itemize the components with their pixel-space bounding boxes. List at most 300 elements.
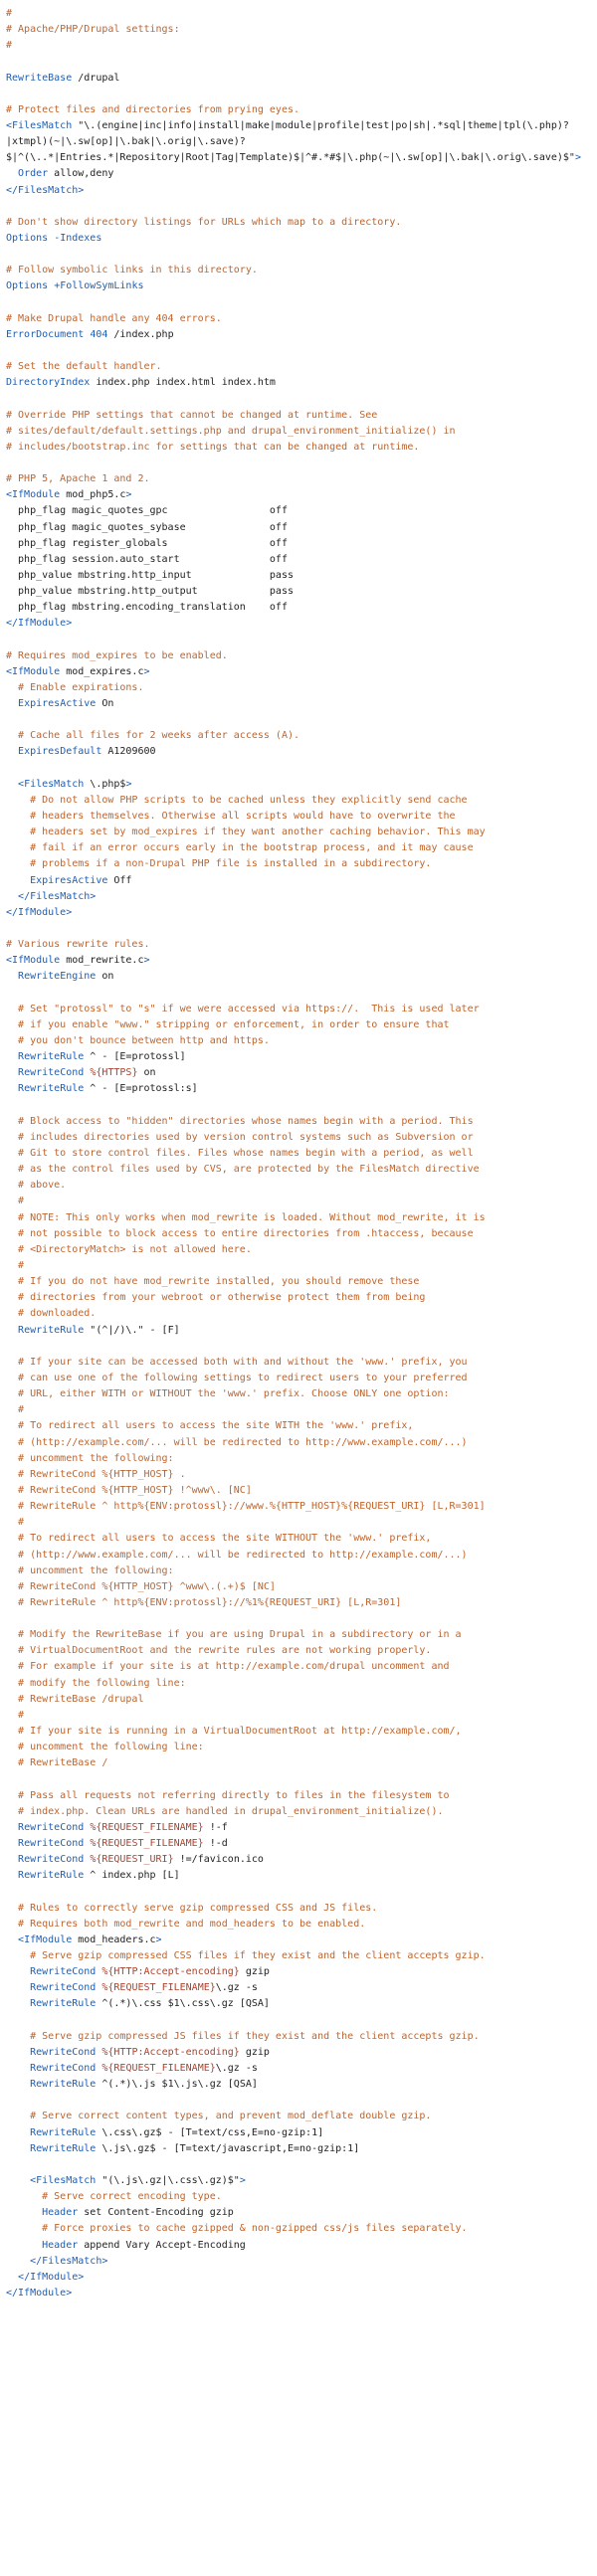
code-token: # directories from your webroot or otherwise protect them from being	[6, 1292, 426, 1304]
code-token: # if you enable "www." stripping or enforcement, in order to ensure that	[6, 1018, 450, 1030]
code-line	[6, 2238, 591, 2254]
code-token: RewriteRule	[30, 1998, 97, 2010]
code-line	[6, 215, 591, 231]
code-token: # Requires both mod_rewrite and mod_headers to be enabled.	[6, 1918, 366, 1930]
code-line	[6, 2077, 591, 2093]
code-token: RewriteRule	[30, 2079, 97, 2091]
code-line	[6, 503, 591, 519]
code-line	[6, 1771, 591, 1787]
code-line	[6, 295, 591, 311]
code-line	[6, 150, 591, 166]
code-line	[6, 921, 591, 937]
code-line	[6, 1002, 591, 1017]
code-line	[6, 1996, 591, 2012]
code-token: >	[574, 152, 581, 164]
code-token: RewriteBase	[6, 72, 73, 84]
code-token: # Pass all requests not referring directly to files in the filesystem to	[6, 1789, 450, 1801]
code-line	[6, 1788, 591, 1804]
code-line	[6, 1290, 591, 1306]
code-token: </IfModule>	[6, 618, 73, 630]
code-token: On	[96, 698, 114, 710]
code-token: # sites/default/default.settings.php and drupal_environment_initialize() in	[6, 425, 456, 437]
code-line	[6, 1852, 591, 1868]
code-token: #	[6, 1517, 25, 1529]
code-line	[6, 1162, 591, 1178]
code-line	[6, 1740, 591, 1755]
code-token: # If you do not have mod_rewrite installed, you should remove these	[6, 1276, 420, 1288]
code-token: RewriteCond	[30, 2063, 97, 2074]
code-token: # PHP 5, Apache 1 and 2.	[6, 473, 150, 485]
code-line	[6, 1114, 591, 1130]
code-token	[6, 1934, 18, 1945]
code-line	[6, 1435, 591, 1451]
code-line	[6, 712, 591, 728]
code-token: # Set the default handler.	[6, 361, 162, 373]
code-token: 404	[90, 328, 108, 340]
code-token: # includes directories used by version control systems such as Subversion or	[6, 1131, 474, 1143]
code-token: # If your site can be accessed both with and without the 'www.' prefix, you	[6, 1356, 468, 1368]
code-line	[6, 568, 591, 584]
code-token: mod_php5.c	[60, 489, 126, 501]
code-line	[6, 2205, 591, 2221]
code-token: %{REQUEST_FILENAME}	[101, 1982, 216, 1994]
code-line	[6, 1948, 591, 1964]
code-token: # Block access to "hidden" directories whose names begin with a period. This	[6, 1115, 474, 1127]
code-line	[6, 231, 591, 247]
code-line	[6, 1627, 591, 1643]
code-token	[6, 2127, 30, 2138]
code-line	[6, 600, 591, 616]
code-line	[6, 1932, 591, 1948]
code-token: \.php$	[84, 778, 126, 790]
code-line	[6, 134, 591, 150]
code-line	[6, 1467, 591, 1483]
code-token: php_flag magic_quotes_sybase off	[6, 521, 288, 533]
code-line	[6, 1451, 591, 1467]
code-token: # RewriteRule ^ http%{ENV:protossl}://%1%{REQUEST_URI} [L,R=301]	[6, 1596, 402, 1608]
code-token: set Content-Encoding gzip	[78, 2207, 234, 2219]
code-token: # downloaded.	[6, 1308, 97, 1320]
code-line	[6, 1210, 591, 1226]
code-line	[6, 359, 591, 375]
code-token: # Protect files and directories from prying eyes.	[6, 103, 300, 115]
code-token	[6, 779, 18, 790]
code-token: # RewriteCond %{HTTP_HOST} .	[6, 1468, 186, 1480]
code-token: mod_expires.c	[60, 665, 144, 677]
code-line	[6, 1836, 591, 1852]
code-line	[6, 391, 591, 407]
code-line	[6, 1130, 591, 1146]
code-token: Options	[6, 280, 49, 292]
code-token: # URL, either WITH or WITHOUT the 'www.' prefix. Choose ONLY one option:	[6, 1388, 450, 1400]
code-token: # Serve correct content types, and prevent mod_deflate double gzip.	[6, 2111, 432, 2122]
code-token: ErrorDocument	[6, 328, 85, 340]
code-line	[6, 2221, 591, 2237]
code-line	[6, 1178, 591, 1194]
code-line	[6, 2013, 591, 2029]
code-token: >	[143, 665, 150, 677]
code-line	[6, 1643, 591, 1659]
code-line	[6, 1483, 591, 1499]
code-token	[6, 1325, 18, 1336]
code-line	[6, 1499, 591, 1515]
code-line	[6, 278, 591, 294]
code-token: # Serve correct encoding type.	[6, 2191, 222, 2203]
code-token: # Set "protossl" to "s" if we were accessed via https://. This is used later	[6, 1003, 480, 1014]
code-line	[6, 183, 591, 199]
code-token: # includes/bootstrap.inc for settings that can be changed at runtime.	[6, 441, 420, 453]
code-line	[6, 1611, 591, 1627]
code-token: %{REQUEST_FILENAME}	[101, 2063, 216, 2074]
code-token: php_value mbstring.http_output pass	[6, 586, 294, 598]
code-token	[6, 746, 18, 757]
code-token: php_flag session.auto_start off	[6, 553, 288, 565]
code-line	[6, 809, 591, 825]
code-line	[6, 632, 591, 647]
code-line	[6, 680, 591, 696]
code-token: \.js\.gz$ - [T=text/javascript,E=no-gzip:1]	[96, 2142, 360, 2154]
code-line	[6, 1804, 591, 1820]
code-line	[6, 536, 591, 552]
code-token: # uncomment the following:	[6, 1452, 174, 1464]
code-line	[6, 584, 591, 600]
code-token: php_flag mbstring.encoding_translation off	[6, 602, 288, 614]
code-line	[6, 1964, 591, 1980]
code-line	[6, 1274, 591, 1290]
code-line	[6, 456, 591, 471]
code-token: RewriteCond	[30, 1966, 97, 1978]
code-line	[6, 552, 591, 568]
code-line	[6, 905, 591, 921]
code-token: </IfModule>	[6, 2287, 73, 2299]
code-token	[6, 2047, 30, 2058]
code-line	[6, 263, 591, 278]
code-token: </IfModule>	[6, 906, 73, 918]
code-line	[6, 199, 591, 215]
code-token: </FilesMatch>	[18, 890, 97, 902]
code-line	[6, 1049, 591, 1065]
code-token	[6, 1998, 30, 2009]
code-line	[6, 1917, 591, 1932]
code-line	[6, 1402, 591, 1418]
code-line	[6, 1755, 591, 1771]
code-line	[6, 1692, 591, 1708]
code-line	[6, 87, 591, 102]
code-line	[6, 2286, 591, 2301]
code-token: <IfModule	[6, 489, 61, 501]
code-token: -Indexes	[54, 232, 102, 244]
code-token: "(^|/)\." - [F]	[84, 1324, 180, 1336]
code-token: RewriteCond	[30, 2046, 97, 2058]
code-line	[6, 102, 591, 118]
code-token: # modify the following line:	[6, 1677, 186, 1689]
code-token: "\.(engine|inc|info|install|make|module|profile|test|po|sh|.*sql|theme|tpl(\.php)?	[72, 119, 569, 131]
code-token: ExpiresActive	[30, 874, 108, 886]
code-line	[6, 38, 591, 54]
code-token: RewriteRule	[30, 2126, 97, 2138]
code-line	[6, 744, 591, 760]
code-token: "(\.js\.gz|\.css\.gz)$"	[96, 2174, 240, 2186]
code-token: # as the control files used by CVS, are protected by the FilesMatch directive	[6, 1164, 480, 1176]
code-line	[6, 1659, 591, 1675]
code-token: # To redirect all users to access the site WITHOUT the 'www.' prefix,	[6, 1533, 432, 1545]
code-token: <IfModule	[6, 665, 61, 677]
code-token: on	[96, 971, 114, 983]
code-line	[6, 2157, 591, 2173]
code-line	[6, 777, 591, 793]
code-line	[6, 889, 591, 905]
code-line	[6, 2254, 591, 2270]
code-line	[6, 2173, 591, 2189]
code-token: ^(.*)\.css $1\.css\.gz [QSA]	[96, 1998, 270, 2010]
code-line	[6, 1579, 591, 1595]
code-line	[6, 1033, 591, 1049]
code-token: # RewriteCond %{HTTP_HOST} ^www\.(.+)$ [NC]	[6, 1580, 276, 1592]
code-token: $|^(\..*|Entries.*|Repository|Root|Tag|Template)$|^#.*#$|\.php(~|\.sw[op]|\.bak|\.orig\.save)$"	[6, 152, 575, 164]
code-token: # Force proxies to cache gzipped & non-gzipped css/js files separately.	[6, 2223, 468, 2235]
code-token: <FilesMatch	[30, 2174, 97, 2186]
code-token: #	[6, 1196, 25, 1207]
code-token: index.php index.html index.htm	[90, 377, 276, 389]
code-line	[6, 616, 591, 632]
code-token: >	[239, 2174, 246, 2186]
code-token: # index.php. Clean URLs are handled in drupal_environment_initialize().	[6, 1805, 444, 1817]
code-line	[6, 696, 591, 712]
code-token: # To redirect all users to access the site WITH the 'www.' prefix,	[6, 1420, 414, 1432]
code-line	[6, 1081, 591, 1097]
code-token: </FilesMatch>	[6, 184, 85, 196]
code-token	[6, 1982, 30, 1993]
code-line	[6, 2270, 591, 2286]
code-line	[6, 2189, 591, 2205]
code-line	[6, 1339, 591, 1355]
code-token: ExpiresActive	[18, 698, 97, 710]
code-token: #	[6, 1259, 25, 1271]
code-token: # RewriteCond %{HTTP_HOST} !^www\. [NC]	[6, 1484, 252, 1496]
code-token: >	[143, 955, 150, 967]
code-token: RewriteCond	[18, 1854, 85, 1866]
code-token: >	[125, 489, 132, 501]
code-token	[6, 2079, 30, 2090]
code-token	[6, 1822, 18, 1833]
code-line	[6, 1355, 591, 1371]
code-token: </IfModule>	[18, 2271, 85, 2283]
code-line	[6, 840, 591, 856]
code-line	[6, 969, 591, 985]
code-line	[6, 761, 591, 777]
code-token	[6, 1067, 18, 1078]
code-token: ^ - [E=protossl]	[84, 1051, 186, 1063]
code-token: <FilesMatch	[6, 119, 73, 131]
code-token: gzip	[239, 2046, 270, 2058]
code-token: # Enable expirations.	[6, 681, 144, 693]
code-line	[6, 937, 591, 953]
code-token: # Follow symbolic links in this directory.	[6, 265, 258, 276]
code-token: # Serve gzip compressed CSS files if they exist and the client accepts gzip.	[6, 1950, 486, 1962]
code-token	[6, 2175, 30, 2186]
code-line	[6, 825, 591, 840]
code-line	[6, 1146, 591, 1162]
code-token: # (http://example.com/... will be redirected to http://www.example.com/...)	[6, 1436, 468, 1448]
code-token: # Rules to correctly serve gzip compressed CSS and JS files.	[6, 1902, 378, 1914]
code-line	[6, 1820, 591, 1836]
code-line	[6, 247, 591, 263]
code-line	[6, 1065, 591, 1081]
code-token: # RewriteBase /	[6, 1757, 108, 1769]
code-token: # <DirectoryMatch> is not allowed here.	[6, 1243, 252, 1255]
code-line	[6, 1323, 591, 1339]
code-token: mod_headers.c	[72, 1933, 156, 1945]
code-token: # problems if a non-Drupal PHP file is installed in a subdirectory.	[6, 858, 432, 870]
code-token	[6, 1870, 18, 1881]
code-token: # Override PHP settings that cannot be changed at runtime. See	[6, 409, 378, 421]
code-line	[6, 6, 591, 22]
code-line	[6, 343, 591, 359]
code-line	[6, 1194, 591, 1209]
code-token: # you don't bounce between http and https.	[6, 1035, 270, 1046]
code-token: # (http://www.example.com/... will be redirected to http://example.com/...)	[6, 1549, 468, 1561]
code-token: RewriteRule	[30, 2142, 97, 2154]
code-line	[6, 1868, 591, 1884]
code-token: php_value mbstring.http_input pass	[6, 569, 294, 581]
code-line	[6, 1676, 591, 1692]
code-line	[6, 71, 591, 87]
code-line	[6, 22, 591, 38]
code-token: ^(.*)\.js $1\.js\.gz [QSA]	[96, 2079, 258, 2091]
code-line	[6, 2061, 591, 2077]
code-token: # Apache/PHP/Drupal settings:	[6, 24, 180, 36]
code-token	[6, 971, 18, 982]
code-token	[6, 1966, 30, 1977]
code-line	[6, 54, 591, 70]
code-line	[6, 1258, 591, 1274]
code-line	[6, 408, 591, 424]
code-line	[6, 856, 591, 872]
code-line	[6, 440, 591, 456]
code-line	[6, 1595, 591, 1611]
code-line	[6, 1098, 591, 1114]
code-token: append Vary Accept-Encoding	[78, 2239, 246, 2251]
code-line	[6, 1980, 591, 1996]
code-line	[6, 2045, 591, 2061]
code-line	[6, 873, 591, 889]
code-token	[6, 1051, 18, 1062]
code-token: A1209600	[101, 746, 156, 758]
code-token: Options	[6, 232, 49, 244]
code-token: # not possible to block access to entire directories from .htaccess, because	[6, 1227, 474, 1239]
code-token: # NOTE: This only works when mod_rewrite is loaded. Without mod_rewrite, it is	[6, 1211, 486, 1223]
code-token: ^ - [E=protossl:s]	[84, 1083, 198, 1095]
code-token: %{REQUEST_FILENAME}	[90, 1821, 204, 1833]
code-line	[6, 1548, 591, 1564]
code-token	[6, 1854, 18, 1865]
code-token: # Modify the RewriteBase if you are using Drupal in a subdirectory or in a	[6, 1629, 462, 1641]
code-token: !-f	[203, 1821, 228, 1833]
code-line	[6, 1017, 591, 1033]
code-token: # Don't show directory listings for URLs which map to a directory.	[6, 216, 402, 228]
code-line	[6, 1515, 591, 1531]
code-token: /drupal	[72, 72, 120, 84]
code-token: RewriteRule	[18, 1870, 85, 1882]
code-line	[6, 953, 591, 969]
code-line	[6, 1708, 591, 1724]
code-token: !-d	[203, 1838, 228, 1850]
code-token: # If your site is running in a VirtualDocumentRoot at http://example.com/,	[6, 1726, 462, 1738]
code-line	[6, 728, 591, 744]
code-token: !=/favicon.ico	[173, 1854, 264, 1866]
code-line	[6, 2029, 591, 2045]
code-token: Header	[42, 2239, 79, 2251]
code-token: # above.	[6, 1180, 67, 1192]
code-token: RewriteCond	[18, 1067, 85, 1079]
code-token: # Requires mod_expires to be enabled.	[6, 649, 228, 661]
code-token	[6, 875, 30, 886]
code-token: php_flag magic_quotes_gpc off	[6, 505, 288, 517]
code-line	[6, 1418, 591, 1434]
code-token	[6, 1838, 18, 1849]
code-line	[6, 986, 591, 1002]
code-line	[6, 2093, 591, 2109]
code-token: # Various rewrite rules.	[6, 939, 150, 951]
code-line	[6, 793, 591, 809]
code-token: %{HTTP:Accept-encoding}	[101, 1966, 240, 1978]
code-token: allow,deny	[48, 168, 114, 180]
code-token: on	[137, 1067, 156, 1079]
code-token: # headers set by mod_expires if they want another caching behavior. This may	[6, 827, 486, 838]
code-token: gzip	[239, 1966, 270, 1978]
code-token: \.gz -s	[215, 2063, 258, 2074]
code-token	[6, 698, 18, 709]
code-line	[6, 648, 591, 664]
code-token: mod_rewrite.c	[60, 955, 144, 967]
code-token	[6, 2256, 30, 2267]
code-token: # Git to store control files. Files whose names begin with a period, as well	[6, 1147, 474, 1159]
code-token	[6, 2272, 18, 2283]
code-token: <FilesMatch	[18, 778, 85, 790]
code-token: #	[6, 1404, 25, 1416]
code-line	[6, 1306, 591, 1322]
code-token: RewriteRule	[18, 1324, 85, 1336]
code-line	[6, 1884, 591, 1900]
code-token: <IfModule	[18, 1933, 73, 1945]
code-token: Off	[107, 874, 132, 886]
code-token: %{HTTP:Accept-encoding}	[101, 2046, 240, 2058]
code-token: RewriteCond	[30, 1982, 97, 1994]
code-line	[6, 520, 591, 536]
code-token	[6, 2143, 30, 2154]
code-line	[6, 487, 591, 503]
code-token: /index.php	[107, 328, 174, 340]
code-token: RewriteRule	[18, 1051, 85, 1063]
code-token: # Do not allow PHP scripts to be cached unless they explicitly send cache	[6, 794, 468, 806]
code-token: RewriteRule	[18, 1083, 85, 1095]
code-line	[6, 1564, 591, 1579]
code-token: +FollowSymLinks	[54, 280, 144, 292]
code-line	[6, 1371, 591, 1386]
code-token: >	[125, 778, 132, 790]
code-token: DirectoryIndex	[6, 377, 91, 389]
code-line	[6, 2125, 591, 2141]
code-token: # Serve gzip compressed JS files if they exist and the client accepts gzip.	[6, 2030, 480, 2042]
code-token	[6, 2207, 42, 2218]
code-token: # can use one of the following settings to redirect users to your preferred	[6, 1372, 468, 1383]
code-token: ^ index.php [L]	[84, 1870, 180, 1882]
code-token: # RewriteBase /drupal	[6, 1693, 144, 1705]
code-line	[6, 166, 591, 182]
code-line	[6, 2141, 591, 2157]
code-token: %{REQUEST_FILENAME}	[90, 1838, 204, 1850]
code-token: \.css\.gz$ - [T=text/css,E=no-gzip:1]	[96, 2126, 324, 2138]
